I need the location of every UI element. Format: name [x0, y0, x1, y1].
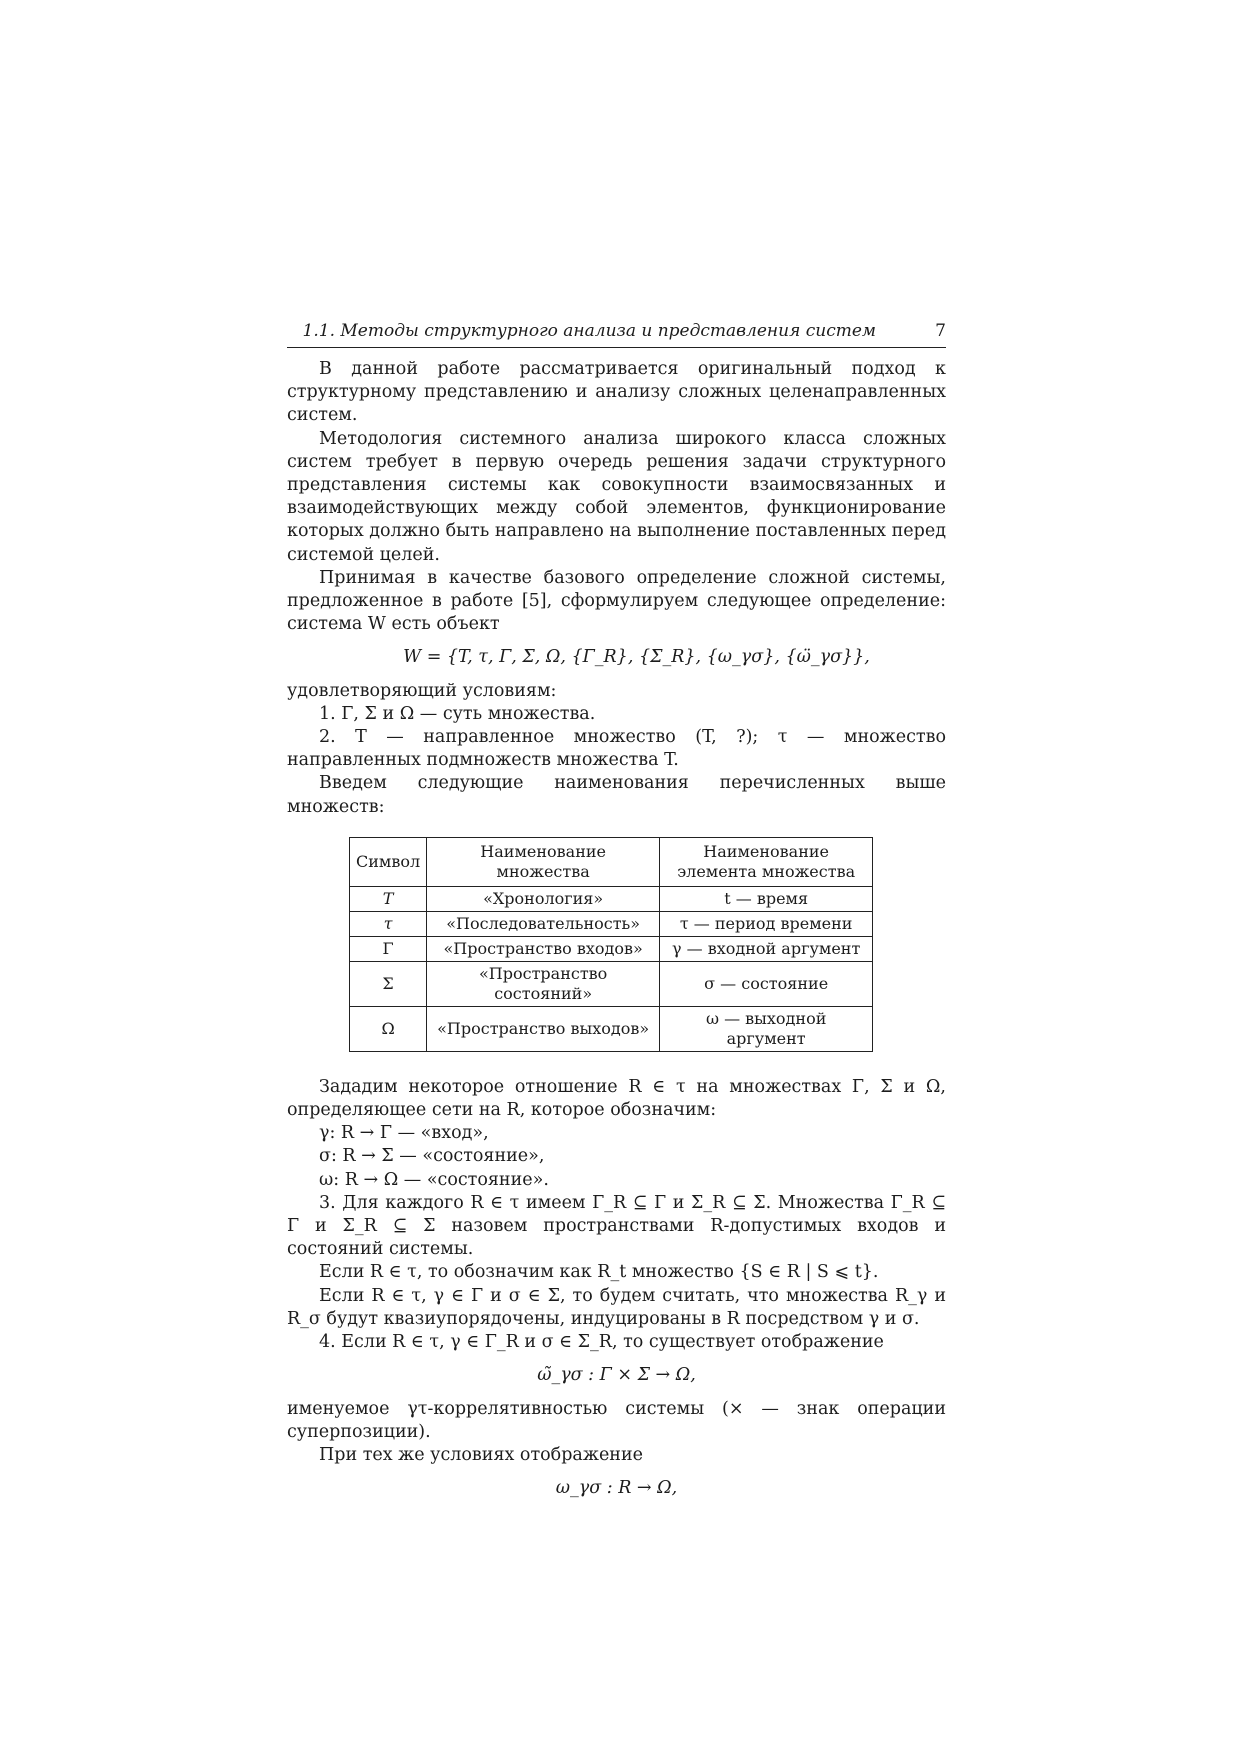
paragraph-quasi-order: Если R ∈ τ, γ ∈ Γ и σ ∈ Σ, то будем считать, что множества R_γ и R_σ будут квазиупорядочены, индуцированы в R посредством γ и σ.: [287, 1285, 946, 1329]
cell-symbol: Σ: [350, 961, 427, 1006]
table-row: [350, 961, 873, 1006]
cell-name: «Пространство выходов»: [427, 1006, 660, 1051]
header-set-name: Наименование множества: [427, 837, 660, 886]
mapping-output: ω: R → Ω — «состояние».: [319, 1169, 549, 1190]
paragraph-same-conditions: При тех же условиях отображение: [319, 1444, 643, 1465]
running-head: [287, 321, 946, 348]
section-title: 1.1. Методы структурного анализа и представления систем: [302, 321, 876, 341]
table-header-row: [350, 837, 873, 886]
paragraph-conditions: удовлетворяющий условиям:: [287, 680, 557, 701]
text-column: [287, 321, 946, 1510]
header-symbol: Символ: [350, 837, 427, 886]
output-formula: ω_γσ : R → Ω,: [555, 1478, 678, 1499]
table-row: [350, 1006, 873, 1051]
cell-name: «Пространство входов»: [427, 936, 660, 961]
paragraph-correlativity: именуемое γτ-коррелятивностью системы (× — знак операции суперпозиции).: [287, 1398, 946, 1442]
cell-symbol: Γ: [350, 936, 427, 961]
mapping-state: σ: R → Σ — «состояние»,: [319, 1146, 545, 1167]
correlativity-formula: ω̃_γσ : Γ × Σ → Ω,: [537, 1365, 696, 1386]
sets-table: [349, 837, 873, 1052]
paragraph-naming: Введем следующие наименования перечисленных выше множеств:: [287, 773, 946, 817]
paragraph-methodology: Методология системного анализа широкого класса сложных систем требует в первую очередь решения задачи структурного представления системы как совокупности взаимосвязанных и взаимодействующих между собой элементов, функционирование которых должно быть направлено на выполнение поставленных перед системой целей.: [287, 428, 946, 565]
condition-4: 4. Если R ∈ τ, γ ∈ Γ_R и σ ∈ Σ_R, то существует отображение: [319, 1332, 884, 1353]
cell-name: «Хронология»: [427, 886, 660, 911]
table-row: [350, 886, 873, 911]
condition-2: 2. T — направленное множество (T, ?); τ — множество направленных подмножеств множества T.: [287, 727, 946, 771]
cell-symbol: T: [350, 886, 427, 911]
paragraph-rt-set: Если R ∈ τ, то обозначим как R_t множество {S ∈ R | S ⩽ t}.: [319, 1262, 879, 1283]
page-number: 7: [935, 321, 946, 341]
condition-1: 1. Γ, Σ и Ω — суть множества.: [319, 703, 596, 724]
cell-name: «Пространство состояний»: [427, 961, 660, 1006]
page-body: [287, 358, 946, 1500]
mapping-input: γ: R → Γ — «вход»,: [319, 1123, 489, 1144]
paragraph-relation: Зададим некоторое отношение R ∈ τ на множествах Γ, Σ и Ω, определяющее сети на R, которое обозначим:: [287, 1076, 946, 1121]
header-element-name: Наименование элемента множества: [660, 837, 873, 886]
cell-symbol: τ: [350, 911, 427, 936]
cell-element: ω — выходной аргумент: [660, 1006, 873, 1051]
paragraph-definition: Принимая в качестве базового определение сложной системы, предложенное в работе [5], сформулируем следующее определение: система W есть объект: [287, 567, 946, 635]
system-formula: W = {T, τ, Γ, Σ, Ω, {Γ_R}, {Σ_R}, {ω_γσ}, {ω̈_γσ}},: [403, 647, 870, 668]
cell-symbol: Ω: [350, 1006, 427, 1051]
paragraph-intro: В данной работе рассматривается оригинальный подход к структурному представлению и анализу сложных целенаправленных систем.: [287, 359, 946, 426]
cell-element: t — время: [660, 886, 873, 911]
cell-element: τ — период времени: [660, 911, 873, 936]
condition-3: 3. Для каждого R ∈ τ имеем Γ_R ⊆ Γ и Σ_R ⊆ Σ. Множества Γ_R ⊆ Γ и Σ_R ⊆ Σ назовем пространствами R-допустимых входов и состояний системы.: [287, 1192, 946, 1260]
cell-element: γ — входной аргумент: [660, 936, 873, 961]
table-row: [350, 911, 873, 936]
cell-element: σ — состояние: [660, 961, 873, 1006]
table-row: [350, 936, 873, 961]
cell-name: «Последовательность»: [427, 911, 660, 936]
